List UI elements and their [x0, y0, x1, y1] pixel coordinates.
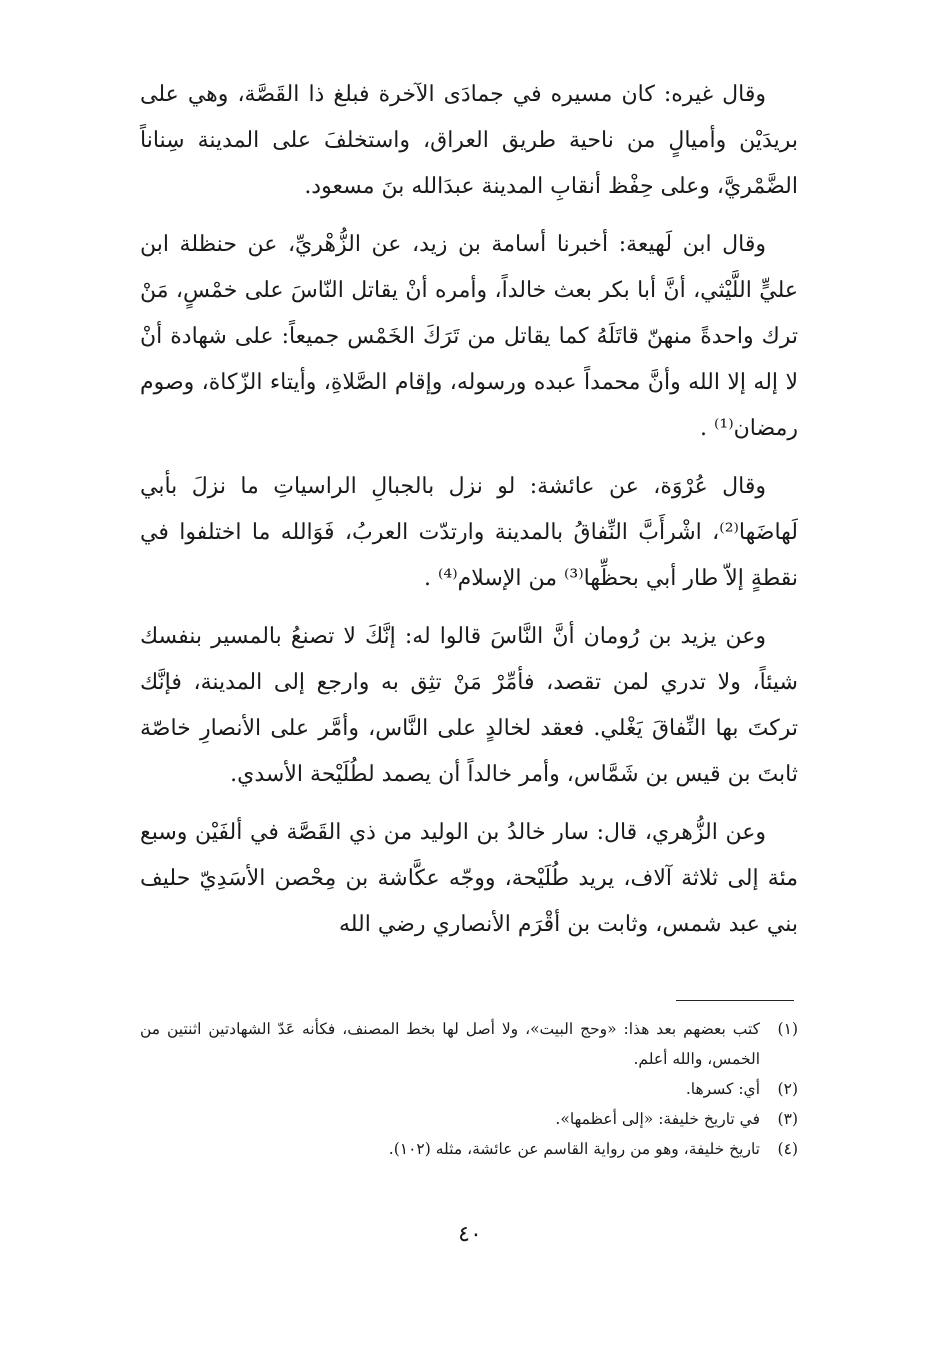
footnote-text: في تاريخ خليفة: «إلى أعظمها». [555, 1110, 760, 1128]
paragraph: وقال ابن لَهيعة: أخبرنا أسامة بن زيد، عن الزُّهْريِّ، عن حنظلة ابن عليٍّ اللَّيْثي، أنَّ أبا بكر بعث خالداً، وأمره أنْ يقاتل النّاسَ على خمْسٍ، مَنْ ترك واحدةً منهنّ قاتَلَهُ كما يقاتل من تَرَكَ الخَمْس جميعاً: على شهادة أنْ لا إله إلا الله وأنَّ محمداً عبده ورسوله، وإقام الصَّلاةِ، وأيتاء الزّكاة، وصوم رمضان⁽¹⁾ . [140, 232, 798, 441]
paragraph: وعن يزيد بن رُومان أنَّ النَّاسَ قالوا له: إنَّكَ لا تصنعُ بالمسير بنفسك شيئاً، ولا تدري لمن تقصد، فأمِّرْ مَنْ تثِق به وارجع إلى المدينة، فإنَّك تركتَ بها النِّفاقَ يَغْلي. فعقد لخالدٍ على النَّاس، وأمَّر على الأنصارِ خاصّة ثابتَ بن قيس بن شَمَّاس، وأمر خالداً أن يصمد لطُلَيْحة الأسدي. [140, 624, 798, 787]
footnote-mark: (٤) [777, 1140, 798, 1158]
footnote-mark: (١) [777, 1020, 798, 1038]
paragraph: وعن الزُّهري، قال: سار خالدُ بن الوليد من ذي القَصَّة في ألفَيْن وسبع مئة إلى ثلاثة آلاف، يريد طُلَيْحة، ووجّه عكَّاشة بن مِحْصن الأسَدِيّ حليف بني عبد شمس، وثابت بن أقْرَم الأنصاري رضي الله [140, 820, 798, 937]
footnote [140, 1074, 798, 1104]
footnote-text: كتب بعضهم بعد هذا: «وحج البيت»، ولا أصل لها بخط المصنف، فكأنه عَدّ الشهادتين اثنتين من الخمس، والله أعلم. [140, 1020, 760, 1068]
footnote [140, 1134, 798, 1164]
paragraph: وقال عُرْوَة، عن عائشة: لو نزل بالجبالِ الراسياتِ ما نزلَ بأبي لَهاضَها⁽²⁾، اشْرأَبَّ النِّفاقُ بالمدينة وارتدّت العربُ، فَوَالله ما اختلفوا في نقطةٍ إلاّ طار أبي بحظِّها⁽³⁾ من الإسلام⁽⁴⁾ . [140, 474, 798, 591]
footnote-text: أي: كسرها. [685, 1080, 760, 1098]
footnote-mark: (٣) [777, 1110, 798, 1128]
footnote-text: تاريخ خليفة، وهو من رواية القاسم عن عائشة، مثله (١٠٢). [388, 1140, 760, 1158]
footnotes [140, 1014, 798, 1164]
footnote-mark: (٢) [777, 1080, 798, 1098]
main-text [140, 72, 798, 960]
page-number: ٤٠ [458, 1222, 482, 1247]
footnote [140, 1104, 798, 1134]
footnote [140, 1014, 798, 1074]
footnote-separator [676, 1000, 794, 1001]
paragraph: وقال غيره: كان مسيره في جمادَى الآخرة فبلغ ذا القَصَّة، وهي على بريدَيْن وأميالٍ من ناحية طريق العراق، واستخلفَ على المدينة سِناناً الضَّمْريَّ، وعلى حِفْظ أنقابِ المدينة عبدَالله بنَ مسعود. [140, 82, 798, 199]
